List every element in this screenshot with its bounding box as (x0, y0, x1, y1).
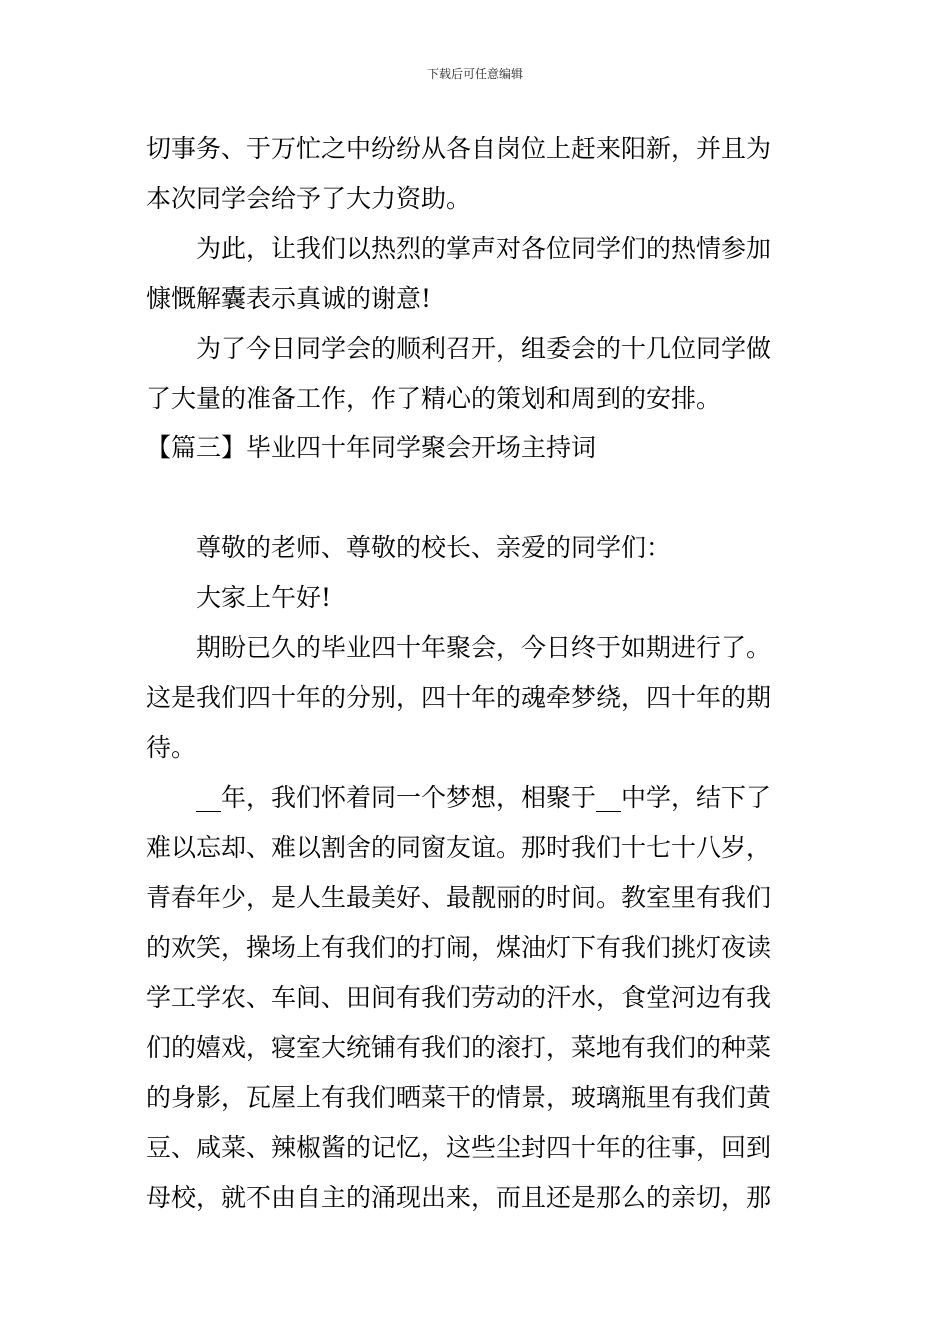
body-line: 的欢笑，操场上有我们的打闹，煤油灯下有我们挑灯夜读 (146, 933, 772, 962)
greeting-line: 大家上午好! (196, 583, 332, 612)
body-line: 难以忘却、难以割舍的同窗友谊。那时我们十七十八岁， (146, 833, 772, 862)
salutation-line: 尊敬的老师、尊敬的校长、亲爱的同学们： (196, 533, 672, 562)
body-line: 青春年少，是人生最美好、最靓丽的时间。教室里有我们 (146, 883, 772, 912)
paragraph-line: 期盼已久的毕业四十年聚会，今日终于如期进行了。 (196, 633, 772, 662)
section-heading: 【篇三】毕业四十年同学聚会开场主持词 (146, 433, 597, 462)
body-line: 豆、咸菜、辣椒酱的记忆，这些尘封四十年的往事，回到 (146, 1133, 772, 1162)
paragraph-line: 为了今日同学会的顺利召开，组委会的十几位同学做 (196, 334, 772, 363)
body-line: 学工学农、车间、田间有我们劳动的汗水，食堂河边有我 (146, 983, 772, 1012)
paragraph-line: 为此，让我们以热烈的掌声对各位同学们的热情参加 (196, 234, 772, 263)
body-line: 待。 (146, 733, 197, 762)
body-line: 慷慨解囊表示真诚的谢意! (146, 284, 432, 313)
body-line: 母校，就不由自主的涌现出来，而且还是那么的亲切，那 (146, 1183, 772, 1212)
body-line: 们的嬉戏，寝室大统铺有我们的滚打，菜地有我们的种菜 (146, 1033, 772, 1062)
body-line: 了大量的准备工作，作了精心的策划和周到的安排。 (146, 384, 722, 413)
body-line: 的身影，瓦屋上有我们晒菜干的情景，玻璃瓶里有我们黄 (146, 1083, 772, 1112)
paragraph-line: __年，我们怀着同一个梦想，相聚于__中学，结下了 (196, 783, 772, 812)
body-line: 本次同学会给予了大力资助。 (146, 184, 472, 213)
page-header: 下载后可任意编辑 (426, 67, 523, 81)
body-line: 切事务、于万忙之中纷纷从各自岗位上赶来阳新，并且为 (146, 134, 772, 163)
body-line: 这是我们四十年的分别，四十年的魂牵梦绕，四十年的期 (146, 683, 772, 712)
